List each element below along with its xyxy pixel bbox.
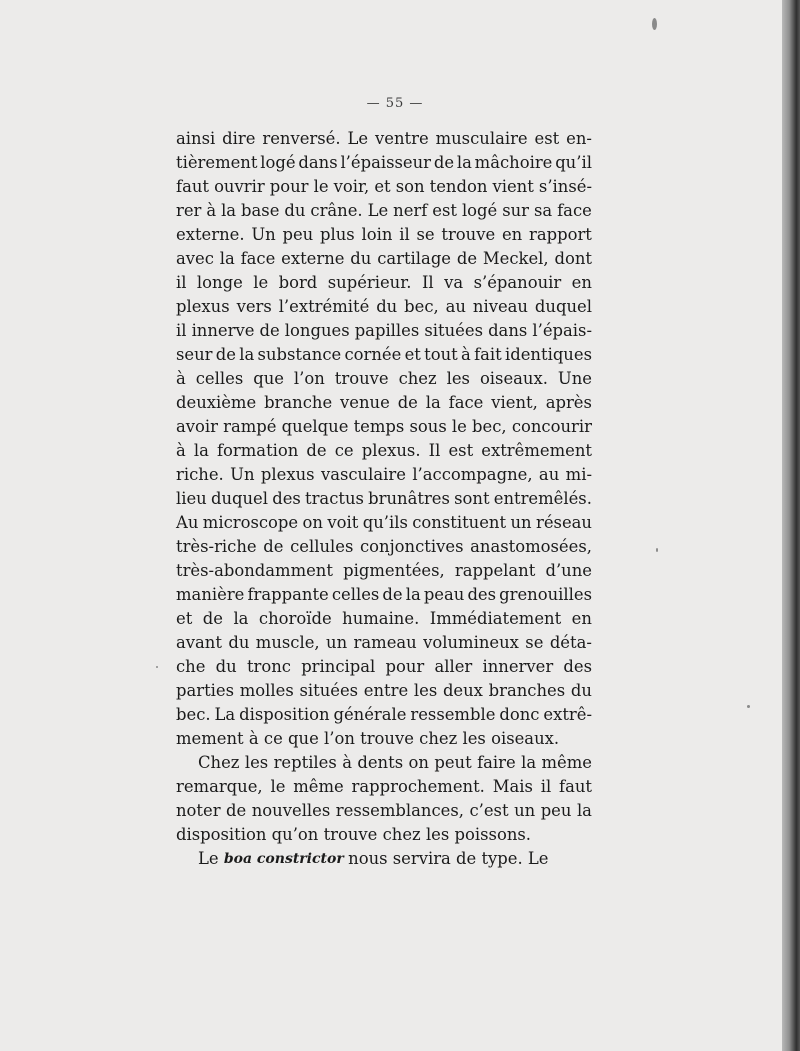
- text-line: à celles que l’on trouve chez les oiseaux. Une: [176, 369, 592, 388]
- species-name: boa constrictor: [223, 851, 344, 867]
- final-line: [176, 847, 592, 871]
- text-line: lieu duquel des tractus brunâtres sont entremêlés.: [176, 489, 592, 508]
- page-number: — 55 —: [366, 96, 424, 111]
- text-line: il innerve de longues papilles situées dans l’épais-: [176, 321, 592, 340]
- text-line: rer à la base du crâne. Le nerf est logé sur sa face: [176, 201, 592, 220]
- text-line: très-riche de cellules conjonctives anastomosées,: [176, 537, 592, 556]
- text-line: avec la face externe du cartilage de Meckel, dont: [176, 249, 592, 268]
- text-line: et de la choroïde humaine. Immédiatement en: [176, 609, 592, 628]
- text-line: très-abondamment pigmentées, rappelant d’une: [176, 561, 592, 580]
- text-line: deuxième branche venue de la face vient, après: [176, 393, 592, 412]
- paper-speck: [156, 666, 158, 668]
- text-line: parties molles situées entre les deux branches du: [176, 681, 592, 700]
- paper-mark: [652, 18, 657, 30]
- final-line-prefix: Le: [198, 849, 219, 868]
- text-line: faut ouvrir pour le voir, et son tendon vient s’insé-: [176, 177, 592, 196]
- text-line: riche. Un plexus vasculaire l’accompagne, au mi-: [176, 465, 592, 484]
- text-line: noter de nouvelles ressemblances, c’est un peu la: [176, 801, 592, 820]
- text-line: che du tronc principal pour aller innerver des: [176, 657, 592, 676]
- paragraph-2: [176, 751, 592, 847]
- text-line: il longe le bord supérieur. Il va s’épanouir en: [176, 273, 592, 292]
- text-line: plexus vers l’extrémité du bec, au niveau duquel: [176, 297, 592, 316]
- text-line: avoir rampé quelque temps sous le bec, concourir: [176, 417, 592, 436]
- text-line: mement à ce que l’on trouve chez les oiseaux.: [176, 729, 560, 748]
- paper-speck: [656, 548, 658, 552]
- text-line: disposition qu’on trouve chez les poissons.: [176, 825, 532, 844]
- text-line: avant du muscle, un rameau volumineux se déta-: [176, 633, 592, 652]
- text-line: externe. Un peu plus loin il se trouve en rapport: [176, 225, 592, 244]
- paper-speck: [747, 705, 750, 708]
- text-line: bec. La disposition générale ressemble donc extrê-: [176, 705, 592, 724]
- body-text: [176, 127, 592, 871]
- paragraph-1: [176, 127, 592, 751]
- text-line: remarque, le même rapprochement. Mais il faut: [176, 777, 592, 796]
- text-line: tièrement logé dans l’épaisseur de la mâchoire qu’il: [176, 153, 592, 172]
- text-line: à la formation de ce plexus. Il est extrêmement: [176, 441, 592, 460]
- final-line-suffix: nous servira de type. Le: [348, 849, 549, 868]
- text-line: ainsi dire renversé. Le ventre musculaire est en-: [176, 129, 592, 148]
- text-line: seur de la substance cornée et tout à fait identiques: [176, 345, 592, 364]
- text-line: manière frappante celles de la peau des grenouilles: [176, 585, 592, 604]
- text-line: Chez les reptiles à dents on peut faire la même: [198, 753, 592, 772]
- text-line: Au microscope on voit qu’ils constituent un réseau: [176, 513, 592, 532]
- page-binding-edge: [782, 0, 800, 1051]
